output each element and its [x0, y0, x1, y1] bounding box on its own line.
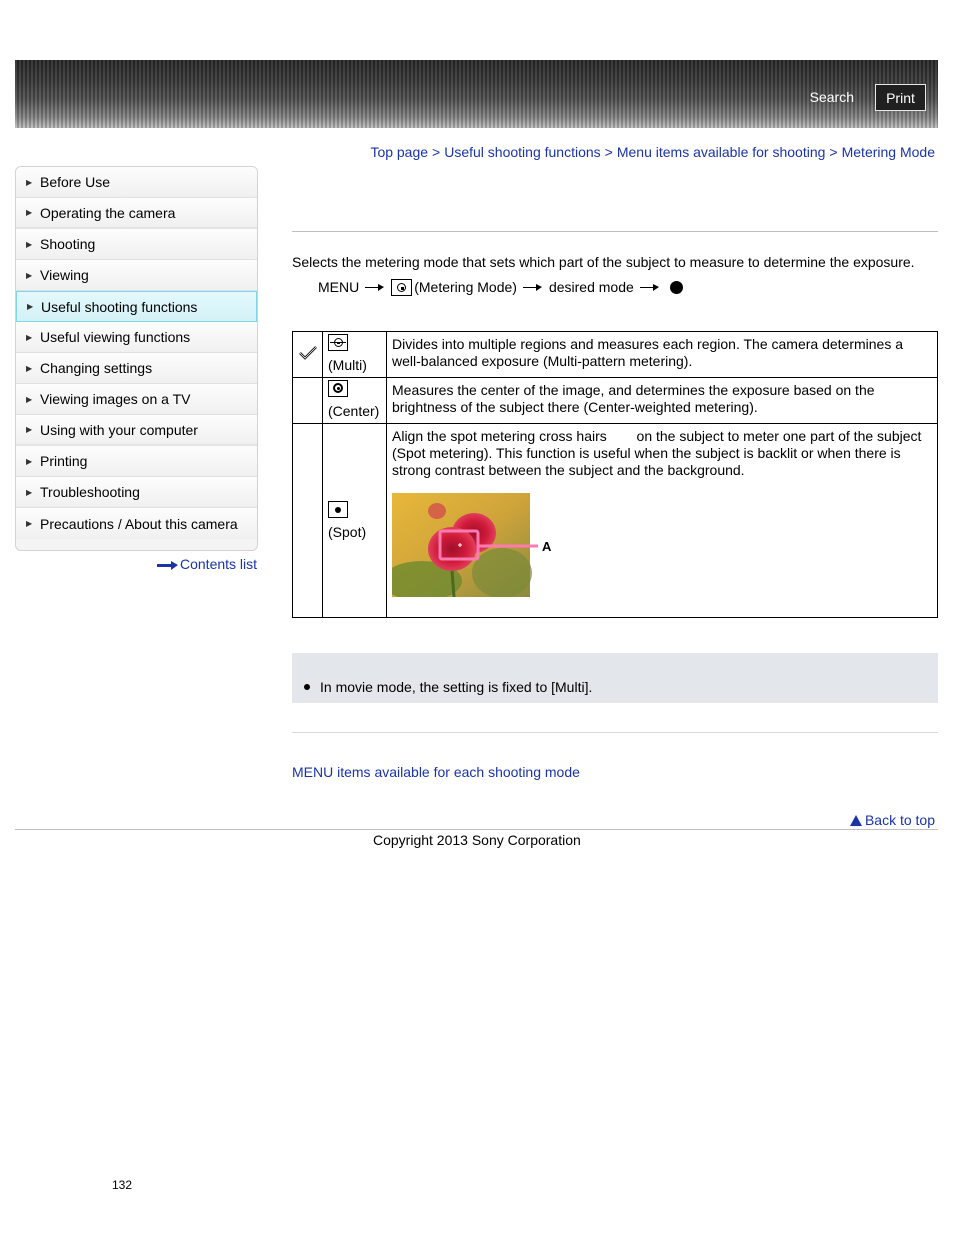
mode-icon-cell	[323, 332, 387, 378]
triangle-right-icon: ▶	[26, 425, 33, 434]
header-bar	[15, 60, 938, 128]
menu-path	[318, 276, 683, 298]
divider	[292, 732, 938, 733]
sidebar-item-useful-shooting-functions[interactable]	[16, 291, 257, 322]
metering-mode-table	[292, 331, 938, 618]
sidebar-item-using-with-computer[interactable]	[16, 415, 257, 446]
default-check-cell	[293, 332, 323, 378]
center-button-icon	[670, 281, 683, 294]
page-description: Selects the metering mode that sets which part of the subject to measure to determine the exposure.	[292, 254, 915, 270]
table-row	[293, 332, 938, 378]
page-number: 132	[112, 1178, 133, 1192]
checkmark-icon	[298, 345, 318, 361]
breadcrumb-separator: >	[604, 144, 613, 160]
sidebar-item-changing-settings[interactable]	[16, 353, 257, 384]
breadcrumb	[370, 144, 935, 160]
mode-name: (Center)	[328, 403, 380, 419]
divider	[292, 231, 938, 232]
triangle-right-icon: ▶	[26, 270, 33, 280]
contents-list-label: Contents list	[180, 556, 258, 572]
spot-metering-icon	[328, 501, 348, 518]
related-link-menu-items[interactable]: MENU items available for each shooting mode	[292, 764, 580, 780]
sidebar-item-label: Printing	[40, 453, 88, 469]
mode-description: Divides into multiple regions and measures each region. The camera determines a well-balanced exposure (Multi-pattern metering).	[387, 332, 938, 378]
triangle-right-icon: ▶	[26, 456, 33, 466]
arrow-right-icon	[640, 283, 660, 291]
center-metering-icon	[328, 380, 348, 397]
spot-desc-part1: Align the spot metering cross hairs	[392, 428, 607, 444]
triangle-right-icon: ▶	[26, 239, 33, 249]
print-button[interactable]: Print	[875, 84, 926, 111]
triangle-right-icon: ▶	[26, 363, 33, 373]
sidebar-item-label: Changing settings	[40, 360, 153, 376]
triangle-right-icon: ▶	[26, 519, 33, 528]
note-box	[292, 653, 938, 703]
triangle-right-icon: ▶	[26, 487, 33, 497]
sidebar-item-label: Viewing	[40, 267, 89, 283]
menu-path-mode: desired mode	[548, 279, 634, 295]
menu-path-item: (Metering Mode)	[414, 279, 517, 295]
default-check-cell	[293, 378, 323, 424]
sidebar-nav	[15, 166, 258, 551]
sidebar-item-label: Operating the camera	[40, 204, 176, 221]
sidebar-item-label: Shooting	[40, 236, 96, 252]
default-check-cell	[293, 424, 323, 618]
back-to-top-label: Back to top	[864, 812, 935, 828]
sidebar-item-label: Useful viewing functions	[40, 329, 191, 345]
spot-metering-example-image	[392, 493, 562, 597]
table-row	[293, 424, 938, 618]
triangle-right-icon: ▶	[26, 332, 33, 342]
table-row	[293, 378, 938, 424]
breadcrumb-separator: >	[829, 144, 838, 160]
mode-name: (Spot)	[328, 524, 367, 540]
contents-list-link[interactable]	[157, 556, 257, 572]
note-text: In movie mode, the setting is fixed to [Multi].	[320, 679, 593, 695]
sidebar-item-viewing[interactable]	[16, 260, 257, 291]
triangle-right-icon: ▶	[26, 394, 33, 404]
sidebar-item-precautions[interactable]	[16, 508, 257, 539]
breadcrumb-separator: >	[432, 144, 441, 160]
multi-metering-icon	[328, 334, 348, 351]
arrow-right-icon	[157, 561, 179, 569]
sidebar-item-label: Troubleshooting	[40, 484, 140, 500]
triangle-right-icon: ▶	[26, 177, 33, 187]
breadcrumb-useful-shooting-functions[interactable]: Useful shooting functions	[444, 144, 601, 160]
mode-name: (Multi)	[328, 357, 367, 373]
note-item	[304, 679, 592, 695]
arrow-right-icon	[523, 283, 543, 291]
sidebar-item-useful-viewing-functions[interactable]	[16, 322, 257, 353]
footer-divider	[15, 829, 938, 830]
sidebar-item-operating-the-camera[interactable]	[16, 198, 257, 229]
copyright: Copyright 2013 Sony Corporation	[373, 832, 581, 848]
triangle-right-icon: ▶	[27, 302, 34, 311]
sidebar-item-shooting[interactable]	[16, 229, 257, 260]
sidebar-item-label: Viewing images on a TV	[40, 391, 191, 407]
triangle-right-icon: ▶	[26, 208, 33, 217]
sidebar-item-label: Precautions / About this camera	[40, 515, 238, 532]
search-link[interactable]: Search	[809, 89, 854, 105]
breadcrumb-metering-mode[interactable]: Metering Mode	[841, 144, 935, 160]
metering-mode-icon	[391, 279, 412, 296]
sidebar-item-viewing-images-on-tv[interactable]	[16, 384, 257, 415]
breadcrumb-menu-items[interactable]: Menu items available for shooting	[616, 144, 826, 160]
up-arrow-icon	[850, 815, 862, 826]
sidebar-item-before-use[interactable]	[16, 167, 257, 198]
mode-description	[387, 424, 938, 618]
arrow-right-icon	[365, 283, 385, 291]
sidebar-item-printing[interactable]	[16, 446, 257, 477]
bullet-icon	[304, 684, 310, 690]
mode-icon-cell	[323, 424, 387, 618]
menu-path-menu: MENU	[318, 279, 360, 295]
mode-description: Measures the center of the image, and determines the exposure based on the brightness of the subject there (Center-weighted metering).	[387, 378, 938, 424]
sidebar-item-label: Before Use	[40, 174, 111, 190]
sidebar-item-troubleshooting[interactable]	[16, 477, 257, 508]
sidebar-item-label: Using with your computer	[40, 421, 198, 438]
image-label-a: A	[542, 539, 552, 554]
spot-desc-part2: on the subject to meter one part of the subject (Spot metering). This function is useful when the subject is backlit or when there is strong contrast between the subject and the background.	[392, 428, 922, 478]
breadcrumb-top-page[interactable]: Top page	[370, 144, 429, 160]
mode-icon-cell	[323, 378, 387, 424]
back-to-top-link[interactable]	[850, 812, 935, 828]
sidebar-item-label: Useful shooting functions	[41, 298, 198, 315]
